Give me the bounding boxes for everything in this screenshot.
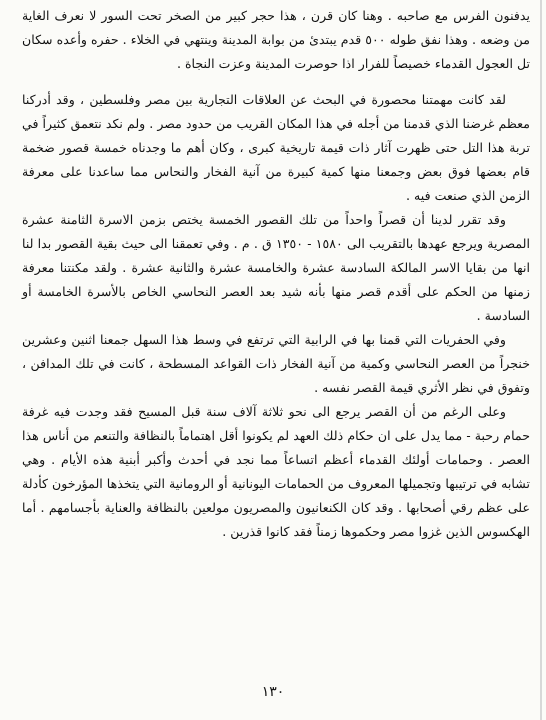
paragraph-spacer — [22, 76, 530, 88]
paragraph-4: وفي الحفريات التي قمنا بها في الرابية التي ترتفع في وسط هذا السهل جمعنا اثنين وعشرين خنجراً من العصر النحاسي وكمية من آنية الفخار ذات القواعد المسطحة ، كانت في تلك المدافن ، وتفوق في نظر الأثري قيمة القصر نفسه . — [22, 332, 530, 395]
paragraph-5: وعلى الرغم من أن القصر يرجع الى نحو ثلاثة آلاف سنة قبل المسيح فقد وجدت فيه غرفة حمام رحبة - مما يدل على ان حكام ذلك العهد لم يكونوا أقل اهتماماً بالنظافة والتنعم من أناس هذا العصر . وحمامات أولئك القدماء أعظم اتساعاً مما نجد في أحدث وأكبر أبنية هذه الأيام . وهي تشابه في ترتيبها وتجميلها المعروف من الحمامات اليونانية أو الرومانية التي يتخذها المؤرخون كأدلة على عظم رقي أصحابها . وقد كان الكنعانيون والمصريون مولعين بالنظافة والعناية بأجسامهم . أما الهكسوس الذين غزوا مصر وحكموها زمناً فقد كانوا قذرين . — [22, 404, 530, 539]
page-number: ١٣٠ — [261, 684, 285, 700]
body-text — [22, 4, 530, 544]
paragraph-2: لقد كانت مهمتنا محصورة في البحث عن العلاقات التجارية بين مصر وفلسطين ، وقد أدركنا معظم غرضنا الذي قدمنا من أجله في هذا المكان القريب من حدود مصر . ولم نكد نتعمق كثيراً في تربة هذا التل حتى ظهرت آثار ذات قيمة تاريخية كبرى ، وكان أهم ما وجدناه خمسة قصور ضخمة قام بعضها فوق بعض وجمعنا منها كمية كبيرة من آنية الفخار والنحاس مما ساعدنا على معرفة الزمن الذي صنعت فيه . — [22, 92, 530, 203]
paragraph-1: يدفنون الفرس مع صاحبه . وهنا كان قرن ، هذا حجر كبير من الصخر تحت السور لا نعرف الغاية من وضعه . وهذا نفق طوله ٥٠٠ قدم يبتدئ من بوابة المدينة وينتهي في الخلاء . حفره وأعده سكان تل العجول القدماء خصيصاً للفرار اذا حوصرت المدينة وعزت النجاة . — [22, 8, 530, 71]
paragraph-3: وقد تقرر لدينا أن قصراً واحداً من تلك القصور الخمسة يختص بزمن الاسرة الثامنة عشرة المصرية ويرجع عهدها بالتقريب الى ١٥٨٠ - ١٣٥٠ ق . م . وفي تعمقنا الى حيث بقية القصور بدا لنا انها من بقايا الاسر المالكة السادسة عشرة والخامسة عشرة والثانية عشرة . ولقد مكنتنا معرفة زمنها من الحكم على أقدم قصر منها بأنه شيد بعد العصر النحاسي الخاص بالأسرة الخامسة أو السادسة . — [22, 212, 530, 323]
page-edge — [540, 0, 542, 720]
